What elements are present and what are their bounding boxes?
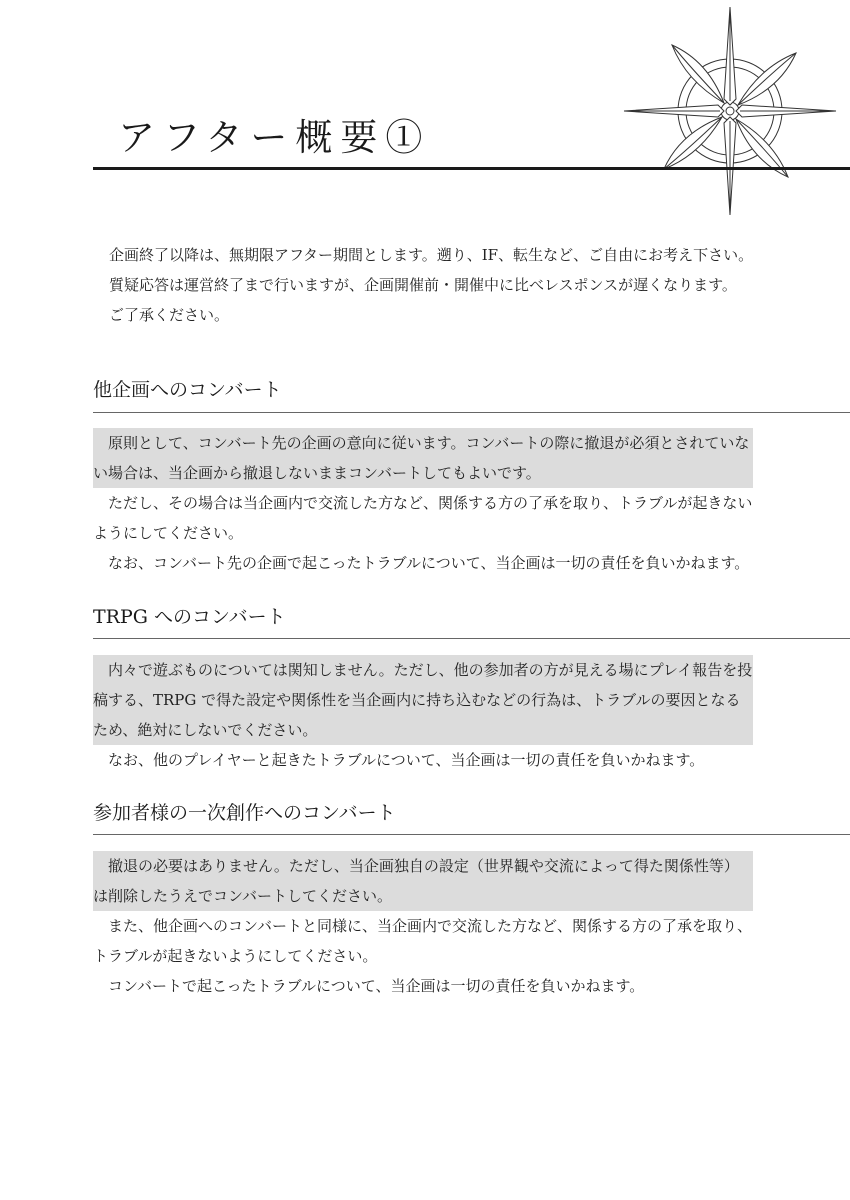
page-title: アフター概要①: [118, 116, 431, 159]
body-paragraph: コンバートで起こったトラブルについて、当企画は一切の責任を負いかねます。: [108, 977, 645, 995]
body-paragraph: なお、他のプレイヤーと起きたトラブルについて、当企画は一切の責任を負いかねます。: [108, 751, 705, 769]
compass-star-ornament-icon: [620, 5, 840, 217]
body-paragraph: なお、コンバート先の企画で起こったトラブルについて、当企画は一切の責任を負いかねます。: [108, 554, 750, 572]
highlighted-paragraph: 撤退の必要はありません。ただし、当企画独自の設定（世界観や交流によって得た関係性等）は削除したうえでコンバートしてください。: [93, 851, 753, 911]
highlighted-paragraph: 原則として、コンバート先の企画の意向に従います。コンバートの際に撤退が必須とされていない場合は、当企画から撤退しないままコンバートしてもよいです。: [93, 428, 753, 488]
section-body-trpg-convert: [93, 655, 753, 775]
section-heading-other-plan-convert: 他企画へのコンバート: [93, 379, 282, 401]
section-heading-trpg-convert: TRPG へのコンバート: [93, 606, 286, 628]
section-heading-original-work-convert: 参加者様の一次創作へのコンバート: [93, 802, 396, 824]
intro-line: ご了承ください。: [109, 306, 230, 324]
section-rule: [93, 638, 850, 639]
section-body-other-plan-convert: [93, 428, 753, 578]
intro-line: 企画終了以降は、無期限アフター期間とします。遡り、IF、転生など、ご自由にお考え下さい。: [109, 246, 754, 264]
section-rule: [93, 412, 850, 413]
highlighted-paragraph: 内々で遊ぶものについては関知しません。ただし、他の参加者の方が見える場にプレイ報告を投稿する、TRPG で得た設定や関係性を当企画内に持ち込むなどの行為は、トラブルの要因となるため、絶対にしないでください。: [93, 655, 753, 745]
intro-line: 質疑応答は運営終了まで行いますが、企画開催前・開催中に比べレスポンスが遅くなります。: [109, 276, 737, 294]
title-rule: [93, 167, 850, 170]
body-paragraph: ただし、その場合は当企画内で交流した方など、関係する方の了承を取り、トラブルが起きないようにしてください。: [93, 494, 753, 542]
section-body-original-work-convert: [93, 851, 753, 1001]
body-paragraph: また、他企画へのコンバートと同様に、当企画内で交流した方など、関係する方の了承を取り、トラブルが起きないようにしてください。: [93, 917, 752, 965]
intro-paragraph: [93, 240, 753, 330]
section-rule: [93, 834, 850, 835]
